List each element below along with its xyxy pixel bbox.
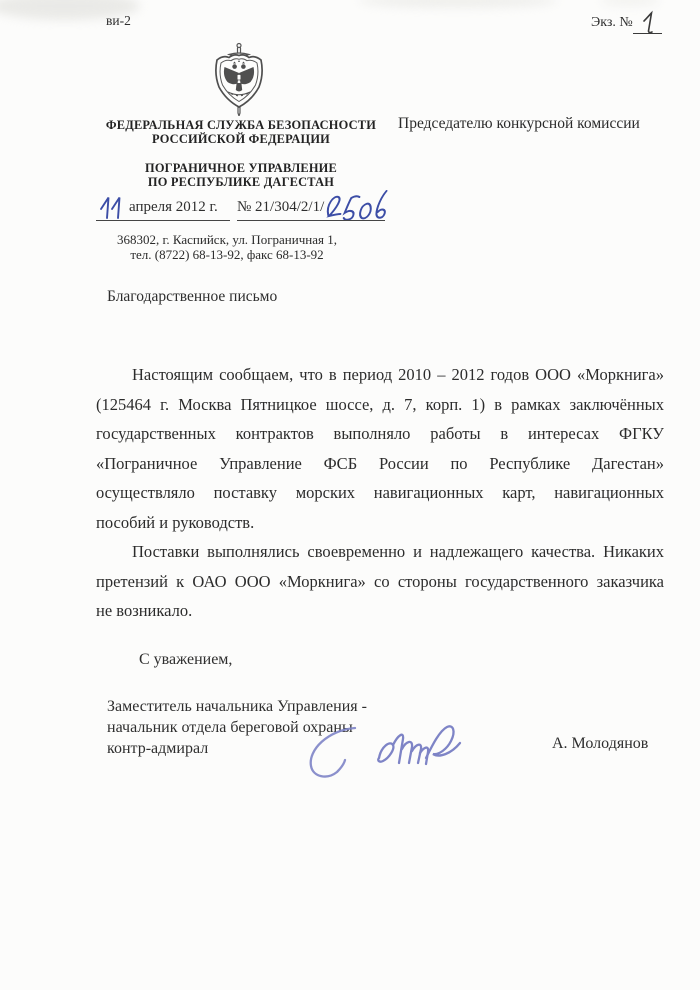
recipient-line: Председателю конкурсной комиссии <box>398 115 640 132</box>
body-line: претензий к ОАО ООО «Моркнига» со стороны государственного заказчика <box>96 571 664 591</box>
scan-smudge <box>600 0 660 6</box>
signature-autograph <box>300 714 490 804</box>
document-title: Благодарственное письмо <box>107 288 278 305</box>
body-line: осуществляло поставку морских навигационных карт, навигационных <box>96 483 664 502</box>
letter-body <box>96 360 664 626</box>
signer-position-line3: контр-адмирал <box>107 740 209 757</box>
body-line: пособий и руководств. <box>96 512 255 532</box>
address-line2: тел. (8722) 68-13-92, факс 68-13-92 <box>130 246 324 262</box>
organization-name <box>95 118 387 146</box>
body-line: «Пограничное Управление ФСБ России по Республике Дагестан» <box>96 453 664 473</box>
copy-series-label: ви-2 <box>106 13 131 28</box>
date-underline <box>96 220 230 221</box>
scan-smudge <box>358 0 558 8</box>
copy-number-label: Экз. № <box>591 15 633 30</box>
signer-position-line1: Заместитель начальника Управления - <box>107 698 367 715</box>
handwritten-outgoing-number <box>322 188 390 224</box>
body-line: не возникало. <box>96 601 193 620</box>
department-name-line2: ПО РЕСПУБЛИКЕ ДАГЕСТАН <box>147 175 335 189</box>
fsb-crest-emblem-icon <box>211 42 267 116</box>
body-line: Поставки выполнялись своевременно и надлежащего качества. Никаких <box>132 542 664 561</box>
number-underline <box>237 220 385 221</box>
body-line: государственных контрактов выполняло работы в интересах ФГКУ <box>96 424 664 443</box>
signer-position-line2: начальник отдела береговой охраны <box>107 719 353 736</box>
copy-number-underline <box>633 33 662 34</box>
department-name-line1: ПОГРАНИЧНОЕ УПРАВЛЕНИЕ <box>145 161 337 175</box>
outgoing-number-label: № 21/304/2/1/ <box>237 199 325 215</box>
salutation: С уважением, <box>139 651 233 668</box>
address-block <box>96 233 358 262</box>
body-line: Настоящим сообщаем, что в период 2010 – 2012 годов ООО «Моркнига» <box>132 365 664 384</box>
body-line: (125464 г. Москва Пятницкое шоссе, д. 7, корп. 1) в рамках заключённых <box>96 394 664 414</box>
signer-name: А. Молодянов <box>552 735 649 752</box>
department-name <box>95 161 387 189</box>
organization-name-line2: РОССИЙСКОЙ ФЕДЕРАЦИИ <box>152 132 330 146</box>
date-printed-part: апреля 2012 г. <box>129 199 218 215</box>
organization-name-line1: ФЕДЕРАЛЬНАЯ СЛУЖБА БЕЗОПАСНОСТИ <box>105 118 377 132</box>
address-line1: 368302, г. Каспийск, ул. Пограничная 1, <box>117 232 337 247</box>
handwritten-date-day <box>99 194 127 222</box>
